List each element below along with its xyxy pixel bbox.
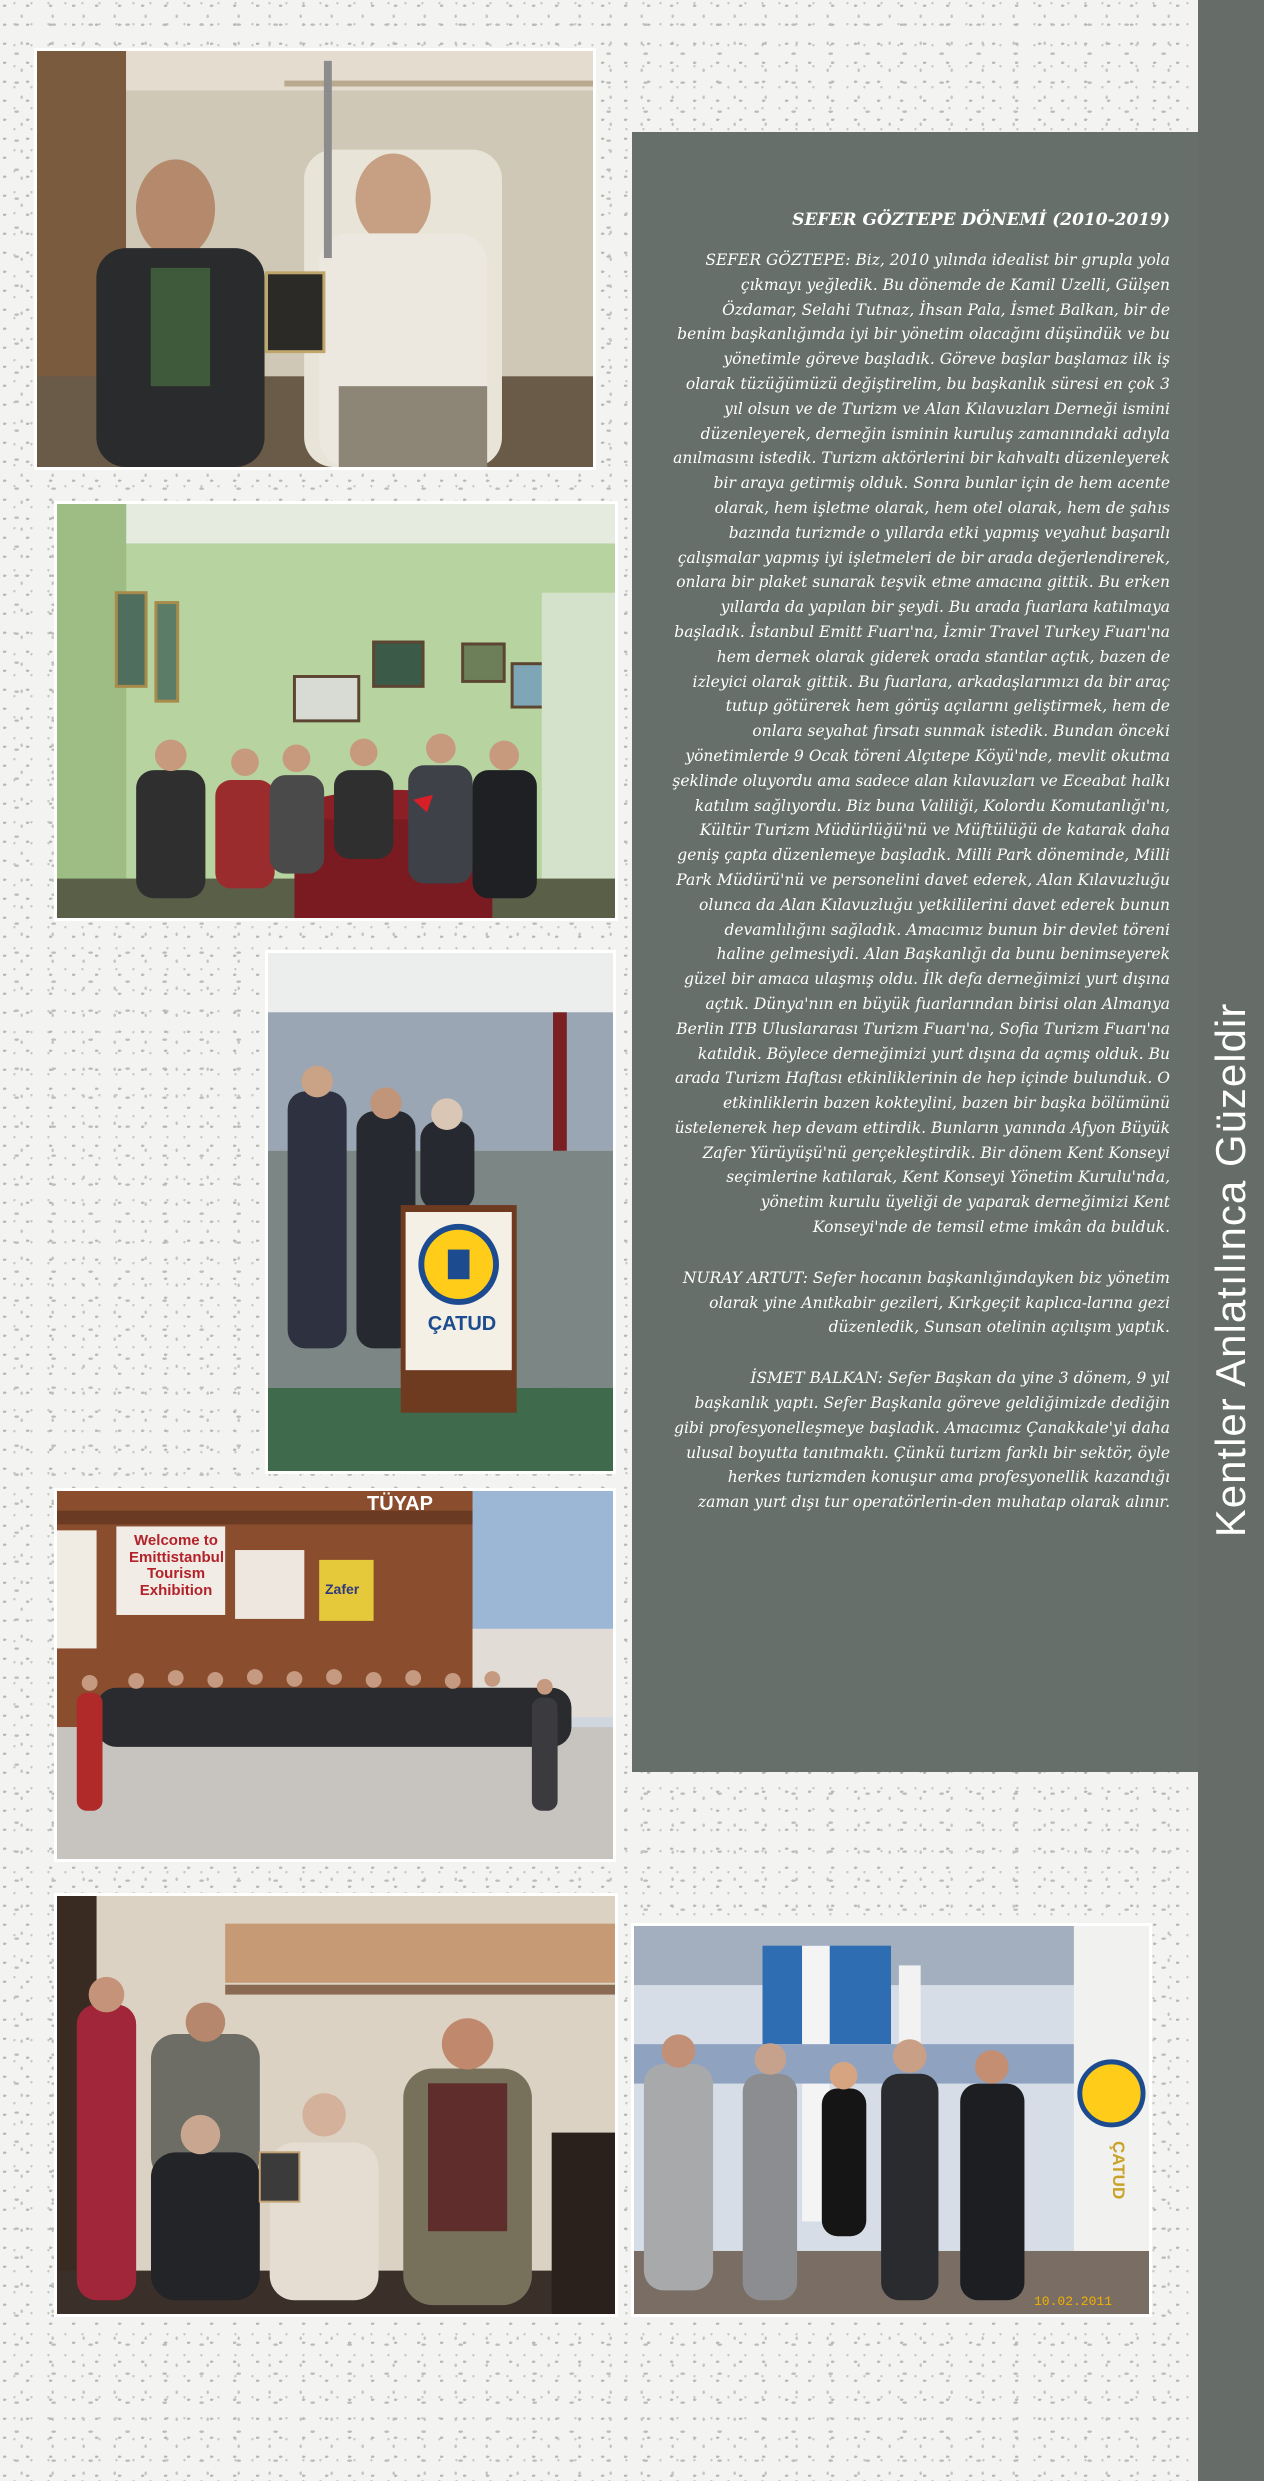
paragraph-nuray-artut: NURAY ARTUT: Sefer hocanın başkanlığındayken biz yönetim olarak yine Anıtkabir gezileri, Kırkgeçit kaplıca-larına gezi düzenledik, Sunsan otelinin açılışım yaptık. [682,1268,1170,1337]
article-body [672,248,1170,1515]
building-sign: TÜYAP [367,1493,433,1515]
podium-label: ÇATUD [427,1313,497,1335]
photo-group-with-plaque [54,1893,618,2317]
article-panel [632,132,1198,1772]
photo-podium-speech [265,950,616,1474]
article-heading: SEFER GÖZTEPE DÖNEMİ (2010-2019) [792,210,1170,230]
paragraph-ismet-balkan: İSMET BALKAN: Sefer Başkan da yine 3 dönem, 9 yıl başkanlık yaptı. Sefer Başkanla göreve geldiğimizde dediğin gibi profesyonelleşmeye başladık. Amacımız Çanakkale'yi daha ulusal boyutta tanıtmaktı. Çünkü turizm farklı bir sektör, öyle herkes turizmden konuşur ama profesyonellik kazandığı zaman yurt dışı tur operatörlerin-den muhatap olarak alınır. [674,1369,1170,1512]
photo-date-stamp: 10.02.2011 [1034,2294,1113,2309]
photo-exhibition-stand [631,1923,1152,2317]
exhibition-banner: Welcome to Emittistanbul Tourism Exhibition [129,1532,225,1599]
photo-plaque-presentation [34,48,596,470]
photo-association-meeting [54,501,618,921]
paragraph-sefer-goztepe: SEFER GÖZTEPE: Biz, 2010 yılında idealist bir grupla yola çıkmayı yeğledik. Bu dönemde de Kamil Uzelli, Gülşen Özdamar, Selahi Tutnaz, İhsan Pala, İsmet Balkan, bir de benim başkanlığımda iyi bir yönetim olacağını düşündük ve bu yönetimle göreve başladık. Göreve başlar başlamaz ilk iş olarak tüzüğümüzü değiştirelim, bu başkanlık süresi en çok 3 yıl olsun ve de Turizm ve Alan Kılavuzları Derneği ismini düzenleyerek, derneğin isminin kuruluş zamanındaki adıyla anılmasını istedik. Turizm aktörlerini bir kahvaltı düzenleyerek bir araya getirmiş olduk. Sonra bunlar için de hem acente olarak, hem işletme olarak, hem otel olarak, hem de şahıs bazında turizmde o yıllarda etki yapmış veyahut başarılı çalışmalar yapmış iyi işletmeleri de bir arada değerlendirerek, onlara bir plaket sunarak teşvik etme amacına gittik. Bu erken yıllarda da yapılan bir şeydi. Bu arada fuarlara katılmaya başladık. İstanbul Emitt Fuarı'na, İzmir Travel Turkey Fuarı'na hem dernek olarak giderek orada stantlar açtık, bazen de izleyici olarak gittik. Bu fuarlara, arkadaşlarımızı da bir araç tutup götürerek hem görüş açılarını geliştirmek, hem de onlara seyahat fırsatı sunmak istedik. Bundan önceki yönetimlerde 9 Ocak töreni Alçıtepe Köyü'nde, mevlit okutma şeklinde oluyordu ama sadece alan kılavuzları ve Eceabat halkı katılım sağlıyordu. Biz buna Valiliği, Kolordu Komutanlığı'nı, Kültür Turizm Müdürlüğü'nü ve Müftülüğü de katarak daha geniş çapta düzenlemeye başladık. Milli Park döneminde, Milli Park Müdürü'nü ve personelini davet ederek, Alan Kılavuzluğu olunca da Alan Kılavuzluğu yetkililerini davet ederek bunun devamlılığını sağladık. Amacımız bunun bir devlet töreni haline gelmesiydi. Alan Başkanlığı da bunu benimseyerek güzel bir amaca ulaşmış oldu. İlk defa derneğimizi yurt dışına açtık. Dünya'nın en büyük fuarlarından birisi olan Almanya Berlin ITB Uluslararası Turizm Fuarı'na, Sofia Turizm Fuarı'na katıldık. Böylece derneğimizi yurt dışına da açmış olduk. Bu arada Turizm Haftası etkinliklerinin de hep içinde bulunduk. O etkinliklerin bazen kokteylini, bazen bir başka bölümünü üstelenerek hep devam ettirdik. Bunların yanında Afyon Büyük Zafer Yürüyüşü'nü gerçekleştirdik. Bir dönem Kent Konseyi seçimlerine katılarak, Kent Konseyi Yönetim Kurulu'nda, yönetim kurulu üyeliği de yaparak derneğimizi Kent Konseyi'nde de temsil etme imkân da bulduk. [672,251,1170,1237]
series-title: Kentler Anlatılınca Güzeldir [1207,1002,1254,1538]
photo-exhibition-group [54,1488,616,1862]
store-sign: Zafer [325,1581,360,1597]
stand-label: ÇATUD [1109,2141,1128,2200]
